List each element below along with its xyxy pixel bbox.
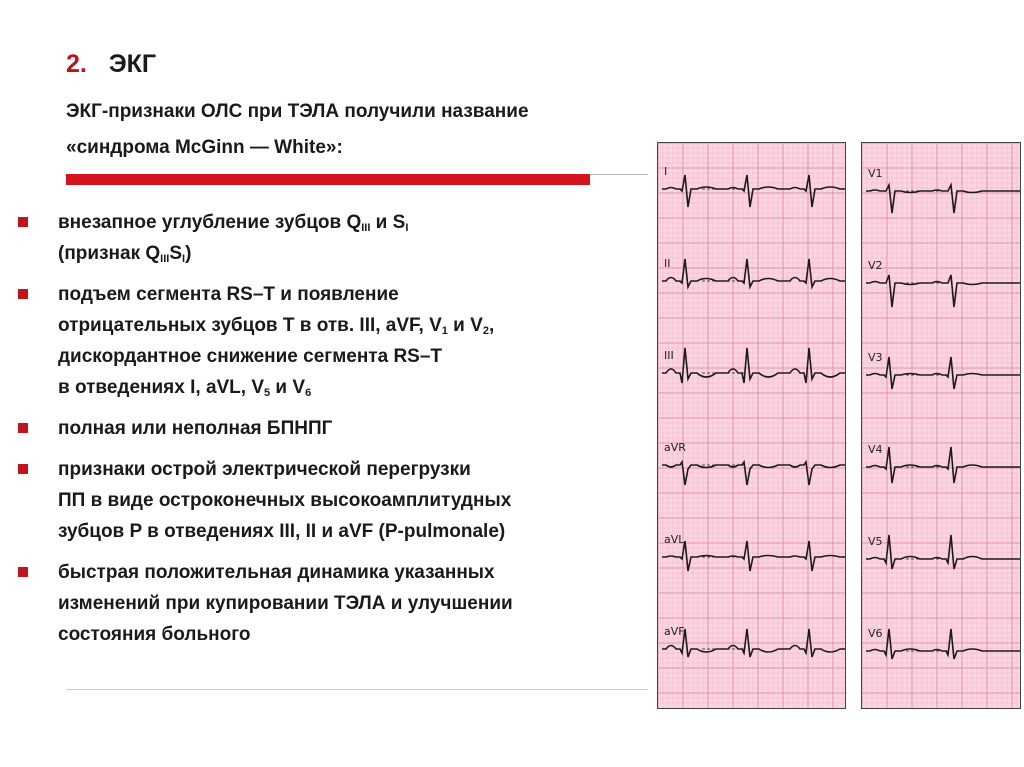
red-divider-bar xyxy=(66,174,590,185)
ecg-trace-avr xyxy=(662,462,845,485)
ecg-lead-label-v3: V3 xyxy=(868,351,883,364)
section-number: 2. xyxy=(66,50,87,78)
ecg-lead-label-v4: V4 xyxy=(868,443,883,456)
bottom-divider-line xyxy=(66,689,648,690)
bullet-5-line-3: состояния больного xyxy=(58,624,251,645)
bullet-square-icon xyxy=(18,423,28,433)
bullet-item-4 xyxy=(18,454,658,547)
ecg-lead-label-avl: aVL xyxy=(664,533,685,546)
bullet-square-icon xyxy=(18,217,28,227)
subtitle-line-2: «синдрома McGinn — White»: xyxy=(66,137,343,158)
ecg-chest-leads-image xyxy=(862,143,1020,708)
ecg-lead-label-v1: V1 xyxy=(868,167,883,180)
bullet-item-2 xyxy=(18,279,658,403)
ecg-lead-label-i: I xyxy=(664,165,668,178)
bullet-2-line-3: дискордантное снижение сегмента RS–T xyxy=(58,346,443,367)
bullet-1-line-2: (признак $Q_{III}S_I$) xyxy=(58,243,192,265)
bullet-square-icon xyxy=(18,289,28,299)
bullet-4-line-3: зубцов P в отведениях III, II и aVF (P-pulmonale) xyxy=(58,521,506,542)
bullet-5-line-2: изменений при купировании ТЭЛА и улучшении xyxy=(58,593,513,614)
bullet-5-line-1: быстрая положительная динамика указанных xyxy=(58,562,495,583)
ecg-lead-label-ii: II xyxy=(664,257,671,270)
subtitle-line-1: ЭКГ-признаки ОЛС при ТЭЛА получили название xyxy=(66,101,529,122)
thin-divider-line xyxy=(590,174,648,175)
ecg-lead-label-v5: V5 xyxy=(868,535,883,548)
ecg-lead-label-avf: aVF xyxy=(664,625,685,638)
ecg-trace-i xyxy=(662,175,845,207)
bullet-2-line-1: подъем сегмента RS–T и появление xyxy=(58,284,399,305)
bullet-2-line-4: в отведениях I, aVL, $V_5$ и $V_6$ xyxy=(58,377,312,399)
bullet-4-line-1: признаки острой электрической перегрузки xyxy=(58,459,471,480)
ecg-trace-avl xyxy=(662,541,845,571)
ecg-strip-chest-leads xyxy=(861,142,1021,709)
bullet-item-3 xyxy=(18,413,658,444)
bullet-2-line-2: отрицательных зубцов Т в отв. III, aVF, $V_1$ и $V_2$, xyxy=(58,315,495,337)
bullet-list xyxy=(18,207,658,660)
section-title: ЭКГ xyxy=(108,50,157,78)
bullet-square-icon xyxy=(18,464,28,474)
bullet-3-line-1: полная или неполная БПНПГ xyxy=(58,418,333,439)
bullet-1-line-1: внезапное углубление зубцов $Q_{III}$ и $S_I$ xyxy=(58,212,409,234)
subtitle xyxy=(66,94,666,166)
section-heading xyxy=(66,50,156,79)
ecg-lead-label-iii: III xyxy=(664,349,674,362)
bullet-item-1 xyxy=(18,207,658,269)
ecg-strip-limb-leads xyxy=(657,142,846,709)
ecg-lead-label-v6: V6 xyxy=(868,627,883,640)
ecg-lead-label-avr: aVR xyxy=(664,441,686,454)
bullet-item-5 xyxy=(18,557,658,650)
ecg-limb-leads-image xyxy=(658,143,845,708)
ecg-lead-label-v2: V2 xyxy=(868,259,883,272)
bullet-4-line-2: ПП в виде остроконечных высокоамплитудных xyxy=(58,490,512,511)
bullet-square-icon xyxy=(18,567,28,577)
ecg-trace-iii xyxy=(662,348,845,383)
